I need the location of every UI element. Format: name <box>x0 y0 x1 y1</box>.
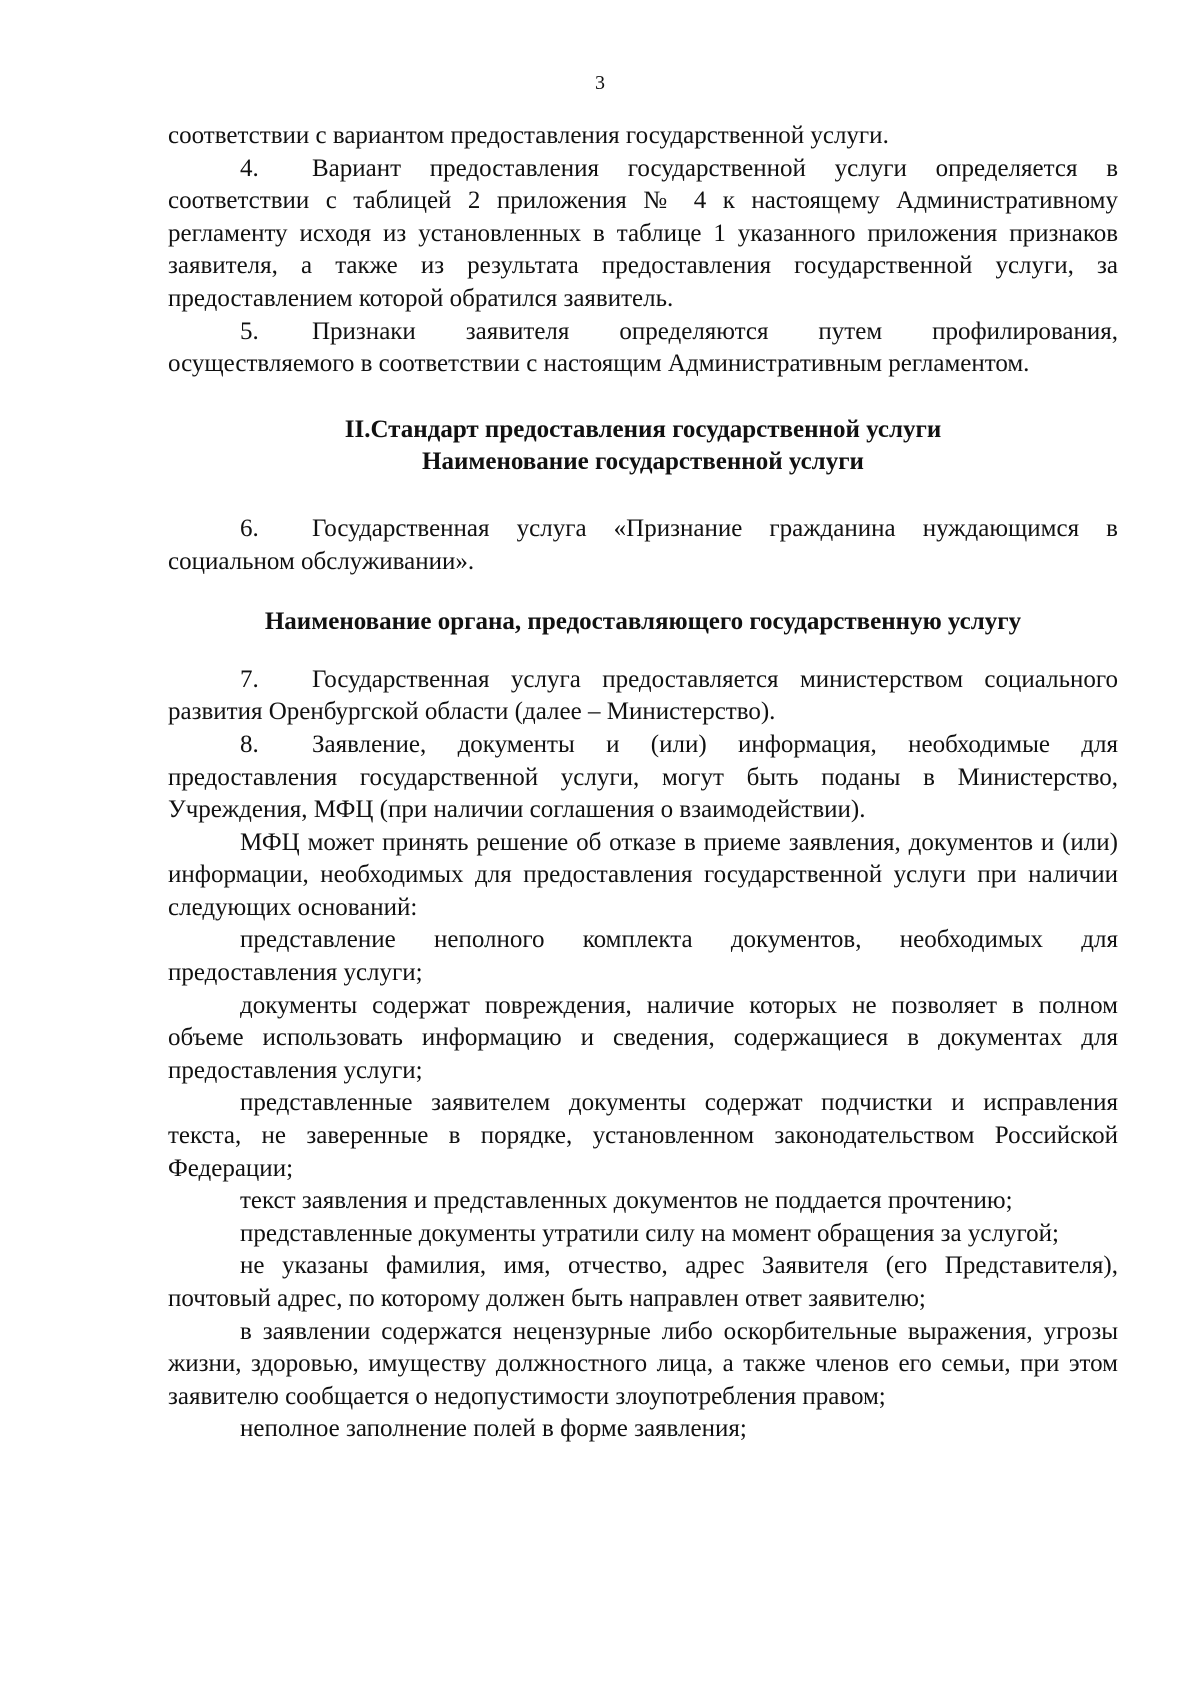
page-number: 3 <box>595 72 605 94</box>
refusal-ground-3: представленные заявителем документы содержат подчистки и исправления текста, не заверенные в порядке, установленном законодательством Российской Федерации; <box>168 1089 1118 1182</box>
paragraph-6 <box>168 513 1118 578</box>
paragraph-8 <box>168 729 1118 827</box>
paragraph-5-number: 5. <box>240 317 259 345</box>
paragraph-5-text: Признаки заявителя определяются путем профилирования, осуществляемого в соответствии с настоящим Административным регламентом. <box>168 317 1118 378</box>
paragraph-7-text: Государственная услуга предоставляется министерством социального развития Оренбургской области (далее – Министерство). <box>168 665 1118 726</box>
section-title: II.Стандарт предоставления государственной услуги <box>344 415 942 443</box>
paragraph-8-number: 8. <box>240 730 259 758</box>
refusal-ground-2: документы содержат повреждения, наличие которых не позволяет в полном объеме использовать информацию и сведения, содержащиеся в документах для предоставления услуги; <box>168 991 1118 1084</box>
refusal-ground-1: представление неполного комплекта документов, необходимых для предоставления услуги; <box>168 926 1118 987</box>
refusal-ground-6: не указаны фамилия, имя, отчество, адрес Заявителя (его Представителя), почтовый адрес, по которому должен быть направлен ответ заявителю; <box>168 1252 1118 1312</box>
paragraph-4-text: Вариант предоставления государственной услуги определяется в соответствии с таблицей 2 приложения № 4 к настоящему Административному регламенту исходя из установленных в таблице 1 указанного приложения признаков заявителя, а также из результата предоставления государственной услуги, за предоставлением которой обратился заявитель. <box>168 154 1118 312</box>
refusal-ground-7: в заявлении содержатся нецензурные либо оскорбительные выражения, угрозы жизни, здоровью, имуществу должностного лица, а также членов его семьи, при этом заявителю сообщается о недопустимости злоупотребления правом; <box>168 1317 1118 1410</box>
paragraph-7 <box>168 664 1118 729</box>
refusal-ground-5: представленные документы утратили силу на момент обращения за услугой; <box>240 1219 1059 1247</box>
paragraph-mfc: МФЦ может принять решение об отказе в приеме заявления, документов и (или) информации, необходимых для предоставления государственной услуги при наличии следующих оснований: <box>168 828 1118 921</box>
paragraph-4-number: 4. <box>240 154 259 182</box>
refusal-ground-4: текст заявления и представленных документов не поддается прочтению; <box>240 1187 1013 1215</box>
paragraph-4 <box>168 153 1118 316</box>
paragraph-6-number: 6. <box>240 514 259 542</box>
subsection-title-authority: Наименование органа, предоставляющего государственную услугу <box>264 608 1022 636</box>
document-body <box>168 120 1118 1446</box>
paragraph-5 <box>168 316 1118 381</box>
paragraph-8-text: Заявление, документы и (или) информация, необходимые для предоставления государственной услуги, могут быть поданы в Министерство, Учреждения, МФЦ (при наличии соглашения о взаимодействии). <box>168 730 1118 824</box>
paragraph-continuation: соответствии с вариантом предоставления государственной услуги. <box>168 122 889 149</box>
refusal-ground-8: неполное заполнение полей в форме заявления; <box>240 1415 747 1443</box>
subsection-title-service-name: Наименование государственной услуги <box>422 448 864 476</box>
paragraph-7-number: 7. <box>240 665 259 693</box>
paragraph-6-text: Государственная услуга «Признание гражданина нуждающимся в социальном обслуживании». <box>168 514 1118 575</box>
